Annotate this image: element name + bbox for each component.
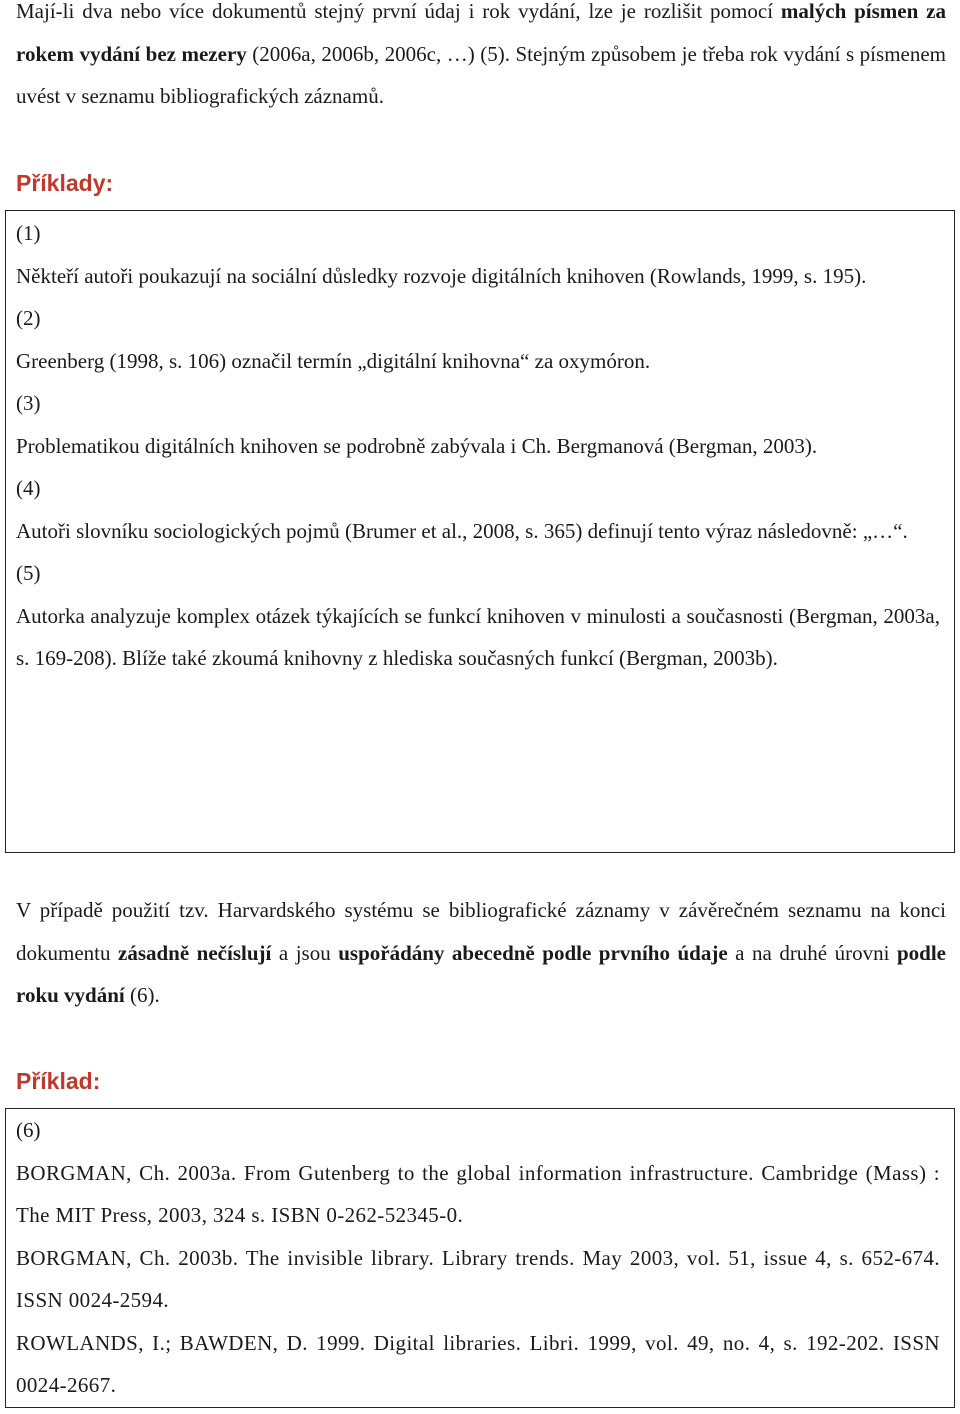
example-number: (1) [16, 221, 41, 245]
harvard-text-1: V případě použití tzv. Harvardského systému se bibliografické záznamy v závěrečném seznamu na konci dokumentu [16, 898, 946, 965]
reference-entry: BORGMAN, Ch. 2003a. From Gutenberg to the global information infrastructure. Cambridge (Mass) : The MIT Press, 2003, 324 s. ISBN 0-262-52345-0. [16, 1160, 940, 1227]
intro-text-1: Mají-li dva nebo více dokumentů stejný první údaj i rok vydání, lze je rozlišit pomocí [16, 0, 781, 23]
example-number: (3) [16, 391, 41, 415]
harvard-bold-1: zásadně nečíslují [118, 940, 272, 965]
example-text: Greenberg (1998, s. 106) označil termín „digitální knihovna“ za oxymóron. [16, 348, 651, 373]
harvard-text-4: (6). [124, 983, 160, 1007]
reference-entry: BORGMAN, Ch. 2003b. The invisible library. Library trends. May 2003, vol. 51, issue 4, s. 652-674. ISSN 0024-2594. [16, 1245, 940, 1312]
harvard-bold-2: uspořádány abecedně podle prvního údaje [338, 940, 728, 965]
example-number: (2) [16, 306, 41, 330]
example-number: (4) [16, 476, 41, 500]
example-item [16, 552, 940, 680]
example-item [16, 382, 940, 467]
example-text: Problematikou digitálních knihoven se podrobně zabývala i Ch. Bergmanová (Bergman, 2003). [16, 433, 818, 458]
reference-entry: ROWLANDS, I.; BAWDEN, D. 1999. Digital libraries. Libri. 1999, vol. 49, no. 4, s. 192-202. ISSN 0024-2667. [16, 1330, 940, 1397]
examples-box [5, 210, 955, 853]
example-number: (5) [16, 561, 41, 585]
example-heading: Příklad: [16, 1068, 101, 1094]
intro-text-2: (2006a, 2006b, 2006c, …) (5). Stejným způsobem je třeba rok vydání s písmenem uvést v seznamu bibliografických záznamů. [16, 41, 947, 108]
example-text: Autoři slovníku sociologických pojmů (Brumer et al., 2008, s. 365) definují tento výraz následovně: „…“. [16, 518, 908, 543]
examples-heading: Příklady: [16, 170, 114, 196]
harvard-bold-3: podle roku vydání [16, 940, 946, 1007]
example-item [16, 212, 940, 297]
example6-box [5, 1108, 955, 1408]
harvard-text-3: a na druhé úrovni [727, 940, 897, 965]
example6-number: (6) [16, 1118, 41, 1142]
example-text: Autorka analyzuje komplex otázek týkajících se funkcí knihoven v minulosti a současnosti (Bergman, 2003a, s. 169-208). Blíže také zkoumá knihovny z hlediska současných funkcí (Bergman, 2003b). [16, 603, 940, 670]
harvard-text-2: a jsou [271, 940, 339, 965]
example-item [16, 297, 940, 382]
intro-paragraph [16, 0, 946, 118]
intro-bold-text: malých písmen za rokem vydání bez mezery [16, 0, 947, 66]
example-item [16, 467, 940, 552]
example-text: Někteří autoři poukazují na sociální důsledky rozvoje digitálních knihoven (Rowlands, 1999, s. 195). [16, 263, 867, 288]
harvard-paragraph [16, 889, 946, 1017]
